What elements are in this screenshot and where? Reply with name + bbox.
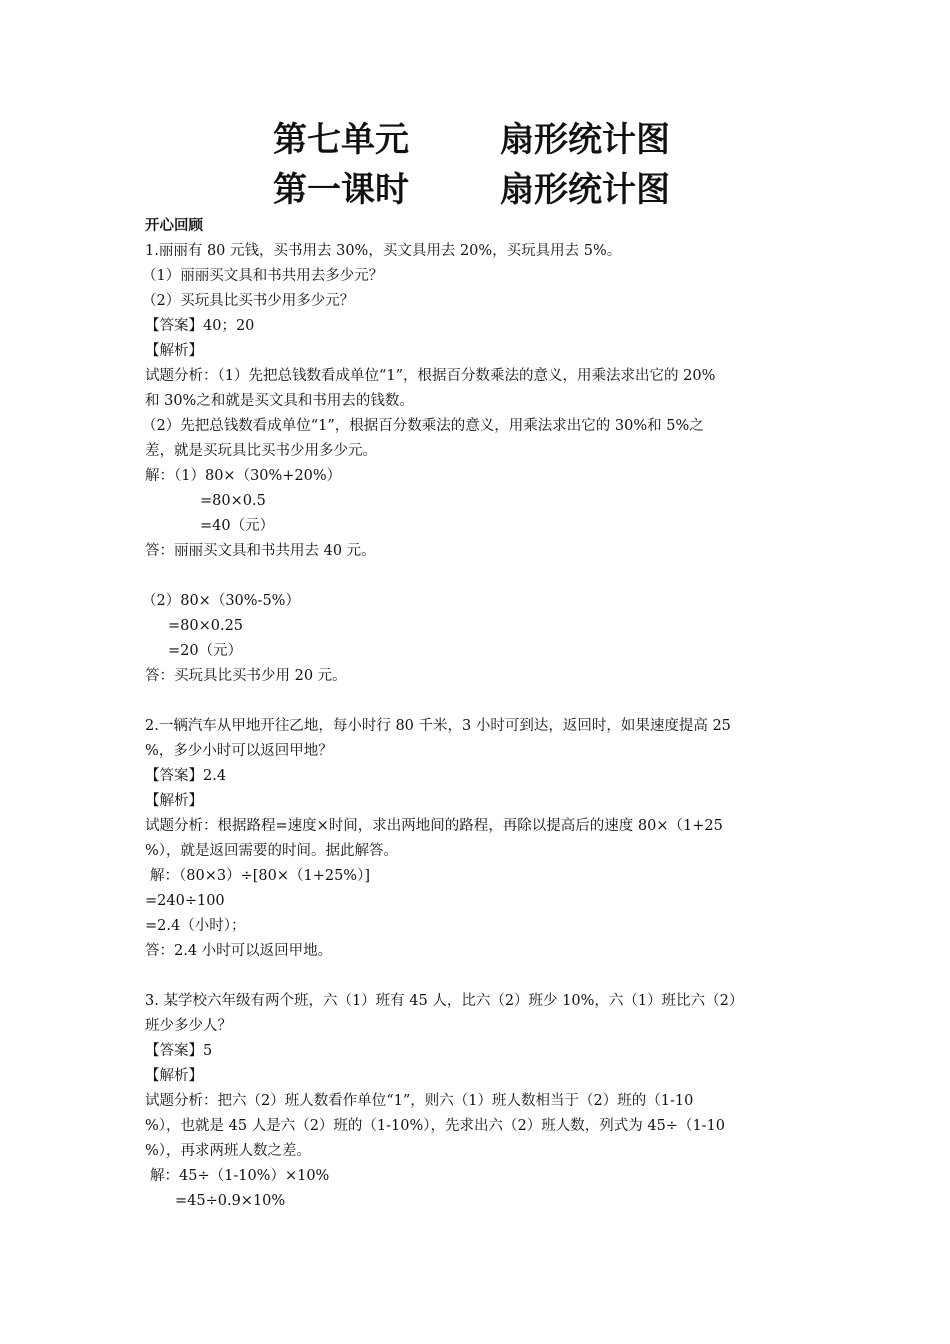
answer-sentence: 答：2.4 小时可以返回甲地。 — [145, 943, 333, 959]
text-line: 3. 某学校六年级有两个班，六（1）班有 45 人，比六（2）班少 10%，六（1）班比六（2） — [145, 993, 744, 1009]
text-line: %），就是返回需要的时间。据此解答。 — [145, 843, 399, 859]
text-line: （2）先把总钱数看成单位“1”，根据百分数乘法的意义，用乘法求出它的 30%和 5%之 — [142, 418, 704, 434]
text-line: 1.丽丽有 80 元钱，买书用去 30%，买文具用去 20%，买玩具用去 5%。 — [145, 243, 622, 259]
text-line: （2）买玩具比买书少用多少元？ — [142, 293, 355, 309]
answer-sentence: 答：买玩具比买书少用 20 元。 — [145, 668, 347, 684]
lesson-title: 第一课时 — [273, 170, 409, 210]
answer-line: 【答案】5 — [145, 1043, 213, 1059]
lesson-subtitle: 扇形统计图 — [500, 170, 670, 210]
solution-line: =2.4（小时）； — [145, 918, 246, 934]
solution-line: =20（元） — [168, 643, 243, 659]
text-line: 2.一辆汽车从甲地开往乙地，每小时行 80 千米，3 小时可到达，返回时，如果速度提高 25 — [145, 718, 731, 734]
answer-line: 【答案】2.4 — [145, 768, 227, 784]
text-line: 试题分析：（1）先把总钱数看成单位“1”，根据百分数乘法的意义，用乘法求出它的 20% — [145, 368, 716, 384]
text-line: （1）丽丽买文具和书共用去多少元？ — [142, 268, 384, 284]
analysis-label: 【解析】 — [145, 1068, 203, 1084]
solution-line: =80×0.25 — [168, 618, 244, 634]
text-line: %，多少小时可以返回甲地？ — [145, 743, 333, 759]
unit-title: 第七单元 — [273, 120, 409, 160]
solution-line: =80×0.5 — [200, 493, 266, 509]
solution-line: =40（元） — [200, 518, 275, 534]
unit-subtitle: 扇形统计图 — [500, 120, 670, 160]
text-line: %），再求两班人数之差。 — [145, 1143, 312, 1159]
text-line: %），也就是 45 人是六（2）班的（1-10%），先求出六（2）班人数，列式为 45÷（1-10 — [145, 1118, 726, 1134]
text-line: 试题分析：根据路程=速度×时间，求出两地间的路程，再除以提高后的速度 80×（1+25 — [145, 818, 723, 834]
text-line: 班少多少人？ — [145, 1018, 232, 1034]
analysis-label: 【解析】 — [145, 343, 203, 359]
solution-line: 解：（1）80×（30%+20%） — [145, 468, 342, 484]
text-line: 差，就是买玩具比买书少用多少元。 — [145, 443, 377, 459]
solution-line: =240÷100 — [145, 893, 225, 909]
solution-line: 解：45÷（1-10%）×10% — [150, 1168, 330, 1184]
solution-line: 解：（80×3）÷[80×（1+25%）] — [150, 868, 370, 884]
solution-line: （2）80×（30%-5%） — [142, 593, 300, 609]
analysis-label: 【解析】 — [145, 793, 203, 809]
text-line: 和 30%之和就是买文具和书用去的钱数。 — [145, 393, 414, 409]
answer-line: 【答案】40；20 — [145, 318, 255, 334]
section-heading: 开心回顾 — [145, 218, 203, 234]
answer-sentence: 答：丽丽买文具和书共用去 40 元。 — [145, 543, 376, 559]
text-line: 试题分析：把六（2）班人数看作单位“1”，则六（1）班人数相当于（2）班的（1-10 — [145, 1093, 694, 1109]
solution-line: =45÷0.9×10% — [175, 1193, 286, 1209]
